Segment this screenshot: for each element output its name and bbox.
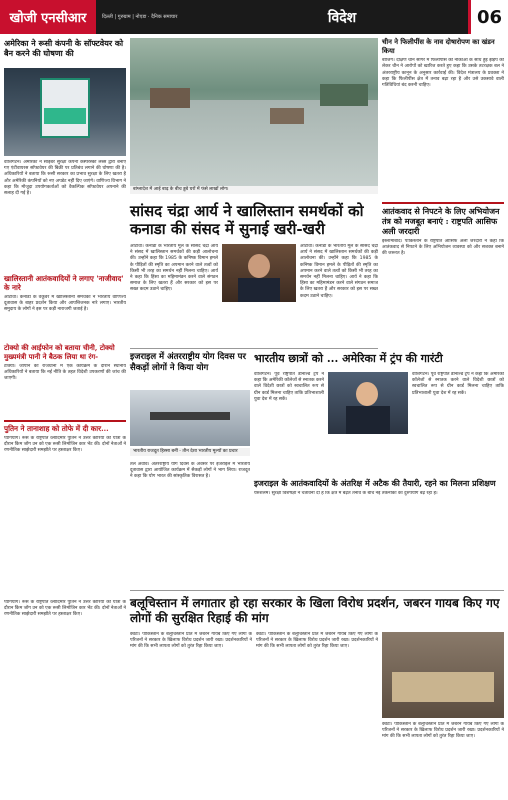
portrait-suit — [346, 406, 390, 434]
story-body: क्वेटा। पाकिस्तान के बलूचिस्तान प्रांत में जबरन गायब किए गए लोगों के परिजनों ने सरकार के खिलाफ विरोध प्रदर्शन जारी रखा। प्रदर्शनकारियों ने मांग की कि सभी लापता लोगों को तुरंत रिहा किया जाए। — [130, 632, 252, 650]
story-putin-continued: प्योंगयांग। रूस के राष्ट्रपति व्लादिमीर पुतिन ने उत्तर कोरिया की यात्रा के दौरान किम जोंग उन को एक रूसी लिमोजिन कार भेंट की। दोनों नेताओं ने रणनीतिक साझेदारी समझौते पर हस्ताक्षर किए। — [4, 600, 126, 618]
flood-water — [130, 100, 378, 186]
chandra-arya-photo — [222, 244, 296, 302]
story-body: ओटावा। कनाडा के भारतीय मूल के सांसद चंद्रा आर्य ने संसद में खालिस्तान समर्थकों की कड़ी आलोचना की। उन्होंने कहा कि 1985 के कनिष्क विमान हमले के पीड़ितों की स्मृति का अपमान करने वाले तत्वों को किसी भी तरह का समर्थन नहीं मिलना चाहिए। आर्य ने कहा कि हिंसा का महिमामंडन करने वाले संगठन समाज के लिए खतरा हैं और सरकार को इस पर सख्त कदम उठाने चाहिए। — [130, 244, 218, 293]
story-body: इस्लामाबाद। पाकिस्तान के राष्ट्रपति आसिफ अली जरदारी ने कहा कि आतंकवाद से निपटने के लिए अभियोजन व्यवस्था को और सशक्त बनाने की जरूरत है। — [382, 239, 504, 257]
story-israel-yoga — [130, 352, 250, 373]
newspaper-logo: खोजी एनसीआर — [0, 0, 96, 34]
story-body: यरुशलम। सुरक्षा विशेषज्ञों ने चेतावनी दी है कि क्षेत्र में बढ़ते तनाव के बीच नई तकनीकों का दुरुपयोग बढ़ रहा है। — [254, 491, 438, 496]
story-body: टोक्यो। जापान की राजधानी में एक कार्यक्रम के दौरान स्थानीय अधिकारियों ने बताया कि नई नीति के तहत विदेशी उपकरणों की जांच की जाएगी। — [4, 364, 126, 382]
page-number: 06 — [468, 0, 508, 34]
story-israel-space — [254, 478, 504, 561]
story-balochistan-protest — [130, 596, 504, 626]
yoga-figure — [150, 412, 230, 420]
story-putin-car — [4, 420, 126, 596]
house-roof — [270, 108, 304, 124]
story-body-continued: वाशिंगटन। पूर्व राष्ट्रपति डोनाल्ड ट्रंप ने कहा कि अमेरिकी कॉलेजों से स्नातक करने वाले विदेशी छात्रों को स्वचालित रूप से ग्रीन कार्ड मिलना चाहिए ताकि प्रतिभाशाली युवा देश में रह सकें। — [412, 372, 504, 396]
story-body: तेल अवीव। अंतरराष्ट्रीय योग दिवस के अवसर पर इजराइल में भारतीय दूतावास द्वारा आयोजित कार्यक्रम में सैकड़ों लोगों ने भाग लिया। राजदूत ने कहा कि योग भारत की सांस्कृतिक विरासत है। — [130, 462, 250, 480]
story-russia-software — [4, 38, 126, 58]
story-body-continued: क्वेटा। पाकिस्तान के बलूचिस्तान प्रांत में जबरन गायब किए गए लोगों के परिजनों ने सरकार के खिलाफ विरोध प्रदर्शन जारी रखा। प्रदर्शनकारियों ने मांग की कि सभी लापता लोगों को तुरंत रिहा किया जाए। — [256, 632, 378, 650]
divider — [130, 590, 504, 591]
story-headline: चीन ने फिलीपींस के नाव दोषारोपण का खंडन किया — [382, 38, 495, 55]
story-pakistan-zardari — [382, 202, 504, 369]
masthead — [0, 0, 508, 34]
masthead-meta: दिल्ली | गुरुग्राम | नोएडा · दैनिक समाचार — [102, 14, 178, 20]
story-headline: इजराइल में अंतरराष्ट्रीय योग दिवस पर सैकड़ों लोगों ने किया योग — [130, 352, 246, 373]
story-headline: बलूचिस्तान में लगातार हो रहा सरकार के खिला विरोध प्रदर्शन, जबरन गायब किए गए लोगों की सुरक्षित रिहाई की मांग — [130, 596, 500, 625]
protest-banner — [392, 672, 494, 702]
story-body-continued: ओटावा। कनाडा के भारतीय मूल के सांसद चंद्रा आर्य ने संसद में खालिस्तान समर्थकों की कड़ी आलोचना की। उन्होंने कहा कि 1985 के कनिष्क विमान हमले के पीड़ितों की स्मृति का अपमान करने वाले तत्वों को किसी भी तरह का समर्थन नहीं मिलना चाहिए। आर्य ने कहा कि हिंसा का महिमामंडन करने वाले संगठन समाज के लिए खतरा हैं और सरकार को इस पर सख्त कदम उठाने चाहिए। — [300, 244, 378, 299]
story-body-tail: क्वेटा। पाकिस्तान के बलूचिस्तान प्रांत में जबरन गायब किए गए लोगों के परिजनों ने सरकार के खिलाफ विरोध प्रदर्शन जारी रखा। प्रदर्शनकारियों ने मांग की कि सभी लापता लोगों को तुरंत रिहा किया जाए। — [382, 722, 504, 740]
yoga-caption: भारतीय राजदूत हिस्सा बनीं - तीन देशा भारतीय मूल्यों का प्रचार — [130, 448, 250, 456]
story-headline: अमेरिका ने रूसी कंपनी के सॉफ्टवेयर को बैन करने की घोषणा की — [4, 38, 124, 58]
portrait-face — [248, 254, 270, 278]
story-canada-mp — [130, 202, 378, 238]
divider — [130, 348, 378, 349]
protest-photo — [382, 632, 504, 718]
story-body: ओटावा। कनाडा के वैंकूवर में खालिस्तानी समर्थकों ने भारतीय वाणिज्य दूतावास के बाहर प्रदर्शन किया और आपत्तिजनक नारे लगाए। भारतीय समुदाय के लोगों ने इस पर कड़ी नाराजगी जताई है। — [4, 295, 126, 313]
story-headline: पुतिन ने तानाशाह को तोफे में दी कार... — [4, 424, 109, 433]
story-trump-students — [254, 352, 504, 365]
story-headline: भारतीय छात्रों को ... अमेरिका में ट्रंप की गारंटी — [254, 352, 443, 365]
house-roof — [150, 88, 190, 108]
story-headline: इजराइल के आतंकवादियों के अंतरिक्ष में अटैक की तैयारी, रहने का मिलना प्रशिक्षण — [254, 478, 496, 488]
story-khalistan-slogans — [4, 274, 126, 335]
portrait-face — [356, 382, 378, 406]
story-body: बीजिंग। दक्षिण चीन सागर में फिलीपींस की नौकाओं के साथ हुई झड़प को लेकर चीन ने आरोपों को खारिज करते हुए कहा कि उसके तटरक्षक बल ने अंतरराष्ट्रीय कानून के अनुसार कार्रवाई की। विदेश मंत्रालय के प्रवक्ता ने कहा कि फिलीपींस क्षेत्र में तनाव बढ़ा रहा है और उसे उकसावे वाली गतिविधियां बंद करनी चाहिए। — [382, 58, 504, 88]
tree-cluster — [320, 84, 368, 106]
story-body: प्योंगयांग। रूस के राष्ट्रपति व्लादिमीर पुतिन ने उत्तर कोरिया की यात्रा के दौरान किम जोंग उन को एक रूसी लिमोजिन कार भेंट की। दोनों नेताओं ने रणनीतिक साझेदारी समझौते पर हस्ताक्षर किए। — [4, 436, 126, 454]
trump-photo — [328, 372, 408, 434]
yoga-photo — [130, 390, 250, 446]
story-china-philippines — [382, 38, 504, 208]
portrait-suit — [238, 278, 280, 302]
story-headline: सांसद चंद्रा आर्य ने खालिस्तान समर्थकों को कनाडा की संसद में सुनाई खरी-खरी — [130, 202, 364, 238]
kaspersky-photo — [4, 68, 126, 156]
story-headline: टोक्यो की आईफोन को बताया चीनी, टोक्यो मुख्यमंत्री पानी ने बैठक लिया था रंग- — [4, 343, 115, 361]
story-headline: खालिस्तानी आतंकवादियों ने लगाए 'नाजीवाद' के नारे — [4, 274, 124, 292]
flood-photo — [130, 38, 378, 186]
flood-caption: बांग्लादेश में आई बाढ़ के बीच डूबे घरों में फंसे लाखों लोग। — [130, 186, 378, 194]
story-body: वॉशिंगटन। अमेरिका ने साइबर सुरक्षा कंपनी कैस्परस्की लैब्स द्वारा बनाए गए एंटीवायरस सॉफ्टवेयर की बिक्री पर प्रतिबंध लगाने की घोषणा की है। अधिकारियों ने बताया कि रूसी सरकार का प्रभाव सुरक्षा के लिए खतरा है और अमेरिकी कंपनियों को नए अपडेट नहीं दिए जाएंगे। वाणिज्य विभाग ने कहा कि मौजूदा उपयोगकर्ताओं को वैकल्पिक सॉफ्टवेयर अपनाने की सलाह दी गई है। — [4, 160, 126, 197]
story-body: वाशिंगटन। पूर्व राष्ट्रपति डोनाल्ड ट्रंप ने कहा कि अमेरिकी कॉलेजों से स्नातक करने वाले विदेशी छात्रों को स्वचालित रूप से ग्रीन कार्ड मिलना चाहिए ताकि प्रतिभाशाली युवा देश में रह सकें। — [254, 372, 324, 402]
billboard-stripe — [44, 108, 86, 124]
section-title: विदेश — [327, 9, 357, 26]
story-headline: आतंकवाद से निपटने के लिए अभियोजन तंत्र को मजबूत बनाएं : राष्ट्रपति आसिफ अली जरदारी — [382, 206, 500, 236]
